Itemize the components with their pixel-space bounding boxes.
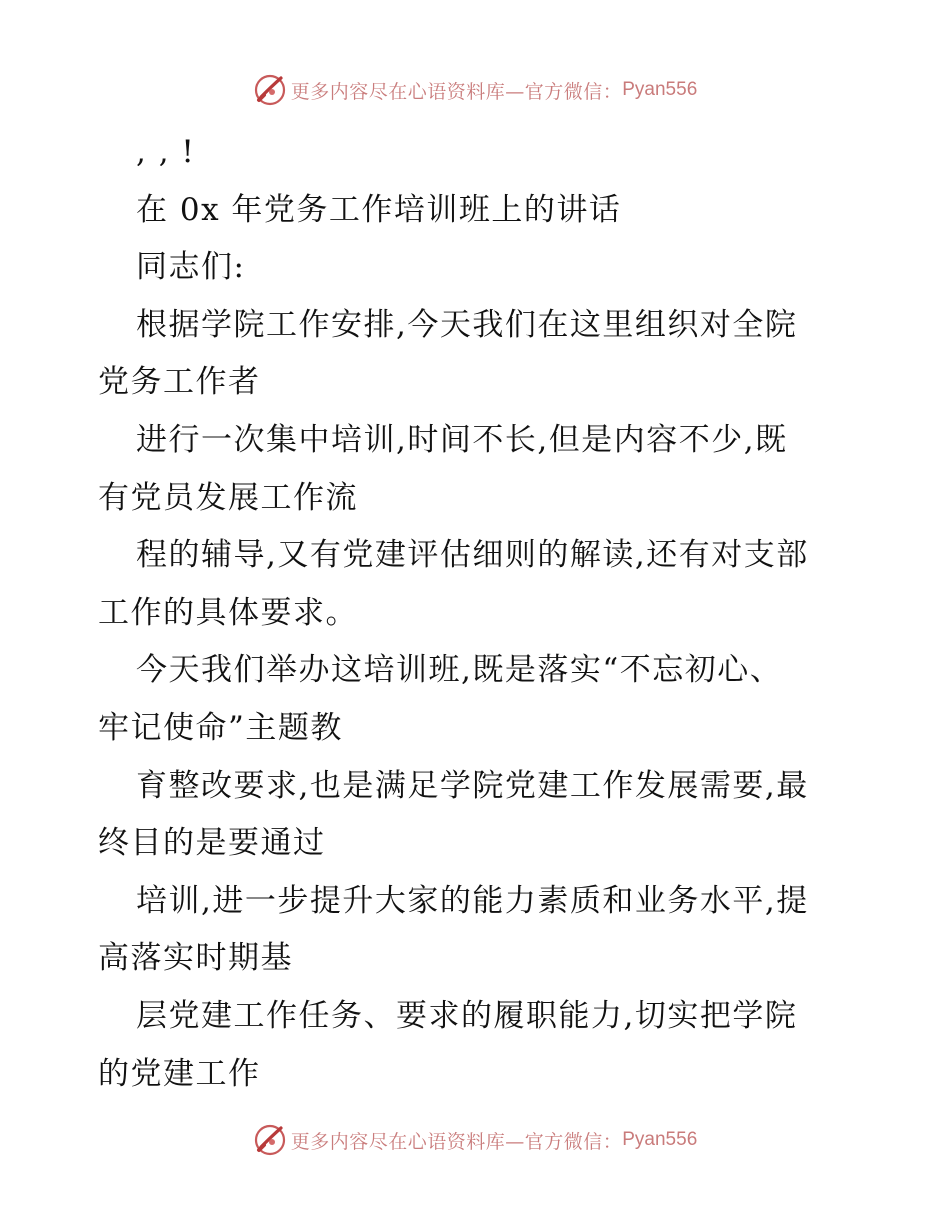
document-title: 在 0x 年党务工作培训班上的讲话 (136, 191, 622, 228)
banner-wechat-id: Pyan556 (622, 79, 698, 100)
text-line-8: 程的辅导,又有党建评估细则的解读,还有对支部 (136, 537, 809, 574)
text-line-5: 党务工作者 (98, 364, 261, 401)
text-line-17: 的党建工作 (98, 1055, 261, 1092)
text-line-9: 工作的具体要求。 (98, 594, 358, 631)
text-line-11: 牢记使命”主题教 (98, 709, 343, 746)
document-body (98, 124, 858, 1103)
salutation: 同志们: (136, 249, 246, 286)
text-line-7: 有党员发展工作流 (98, 479, 358, 516)
banner-wechat-id: Pyan556 (622, 1129, 698, 1150)
text-line-16: 层党建工作任务、要求的履职能力,切实把学院 (136, 997, 798, 1034)
text-line-10: 今天我们举办这培训班,既是落实“不忘初心、 (136, 652, 783, 689)
text-line-1: , , ! (136, 134, 196, 170)
text-line-6: 进行一次集中培训,时间不长,但是内容不少,既 (136, 421, 788, 458)
text-line-15: 高落实时期基 (98, 940, 293, 977)
header-watermark-banner (0, 70, 950, 110)
banner-text: 更多内容尽在心语资料库—官方微信： (290, 1130, 623, 1153)
text-line-13: 终目的是要通过 (98, 825, 326, 862)
text-line-12: 育整改要求,也是满足学院党建工作发展需要,最 (136, 767, 809, 804)
banner-text: 更多内容尽在心语资料库—官方微信： (290, 80, 623, 103)
text-line-14: 培训,进一步提升大家的能力素质和业务水平,提 (136, 882, 809, 919)
brush-logo-icon (253, 73, 287, 107)
text-line-4: 根据学院工作安排,今天我们在这里组织对全院 (136, 306, 798, 343)
brush-logo-icon (253, 1123, 287, 1157)
footer-watermark-banner (0, 1120, 950, 1160)
